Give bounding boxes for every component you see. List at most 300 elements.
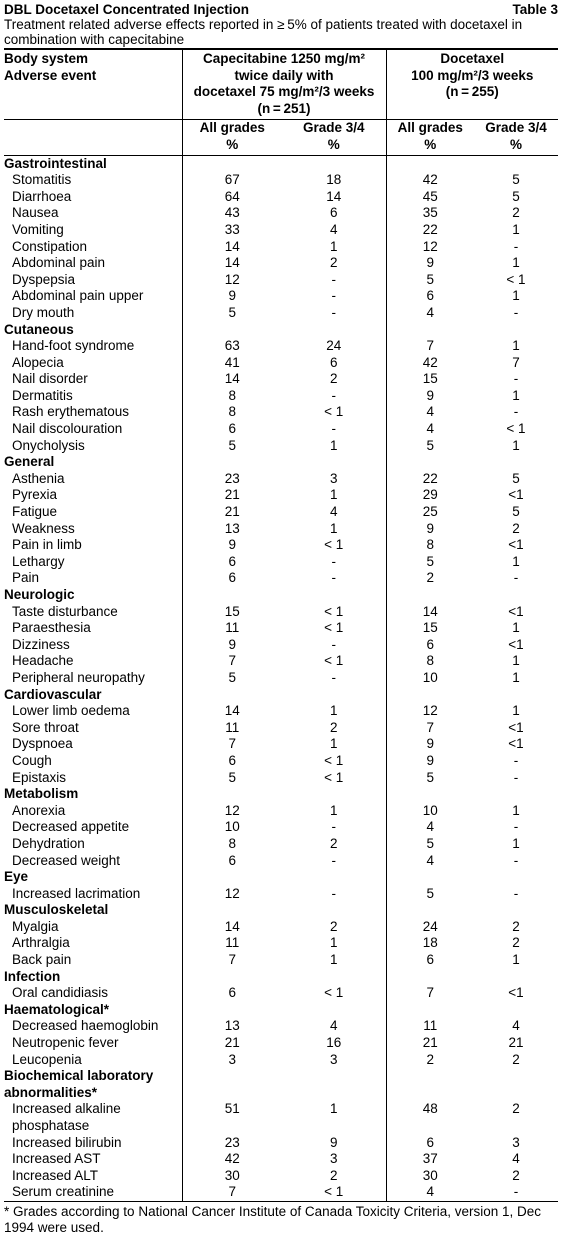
value-cell: < 1 <box>324 752 344 768</box>
event-label: Peripheral neuropathy <box>12 669 145 685</box>
value-cell: < 1 <box>324 404 344 420</box>
event-label: Headache <box>12 653 74 669</box>
value-cell: 4 <box>512 1018 520 1034</box>
event-label: Myalgia <box>12 918 59 934</box>
value-cell: 10 <box>386 803 474 820</box>
table-row <box>4 222 558 239</box>
table-row <box>4 554 558 571</box>
event-label: Cough <box>12 752 52 768</box>
docetaxel-line2: 100 mg/m²/3 weeks <box>411 67 534 83</box>
value-cell: 21 <box>508 1035 524 1051</box>
value-cell: 6 <box>386 288 474 305</box>
value-cell: 7 <box>386 985 474 1002</box>
table-row <box>4 1018 558 1035</box>
value-cell: 1 <box>512 221 520 237</box>
table-row <box>4 720 558 737</box>
group-label: Infection <box>4 968 61 984</box>
value-cell: <1 <box>508 719 524 735</box>
value-cell: 18 <box>386 935 474 952</box>
value-cell: 35 <box>386 205 474 222</box>
table-row <box>4 1118 558 1135</box>
event-label: Pain <box>12 570 40 586</box>
event-label: Dizziness <box>12 636 70 652</box>
value-cell: <1 <box>508 985 524 1001</box>
table-row <box>4 272 558 289</box>
combination-line4: (n = 251) <box>257 100 311 116</box>
value-cell: < 1 <box>506 271 526 287</box>
value-cell: - <box>331 852 336 868</box>
header-grade34-2: Grade 3/4 % <box>474 120 558 155</box>
value-cell: 23 <box>182 471 282 488</box>
event-label: Back pain <box>12 952 72 968</box>
value-cell: <1 <box>508 603 524 619</box>
table-row <box>4 338 558 355</box>
table-row <box>4 255 558 272</box>
value-cell: 1 <box>512 553 520 569</box>
header-adverse-event-label: Adverse event <box>4 67 97 83</box>
value-cell: 1 <box>512 835 520 851</box>
value-cell: <1 <box>508 487 524 503</box>
value-cell: 5 <box>512 172 520 188</box>
value-cell: 1 <box>512 653 520 669</box>
value-cell: 37 <box>386 1151 474 1168</box>
value-cell: 16 <box>326 1035 342 1051</box>
value-cell: 9 <box>386 388 474 405</box>
value-cell: < 1 <box>324 653 344 669</box>
value-cell: 42 <box>386 172 474 189</box>
value-cell: 1 <box>512 255 520 271</box>
value-cell: 21 <box>182 487 282 504</box>
value-cell: < 1 <box>506 421 526 437</box>
adverse-events-table <box>4 48 558 1202</box>
value-cell: 45 <box>386 189 474 206</box>
table-row <box>4 421 558 438</box>
value-cell: 7 <box>182 736 282 753</box>
event-label: Anorexia <box>12 802 66 818</box>
event-label: Decreased weight <box>12 852 121 868</box>
event-label: Increased alkaline <box>12 1101 121 1117</box>
docetaxel-line3: (n = 255) <box>445 84 499 100</box>
table-caption: Treatment related adverse effects reported in ≥ 5% of patients treated with docetaxel in combination with capecitabine <box>4 17 523 47</box>
value-cell: 67 <box>182 172 282 189</box>
value-cell: 6 <box>182 985 282 1002</box>
table-row <box>4 355 558 372</box>
group-row <box>4 786 558 803</box>
value-cell: - <box>513 819 519 835</box>
value-cell: 14 <box>326 188 342 204</box>
group-label: Biochemical laboratory <box>4 1068 154 1084</box>
event-label: Hand-foot syndrome <box>12 338 135 354</box>
value-cell: 21 <box>182 1035 282 1052</box>
table-row <box>4 239 558 256</box>
value-cell: 2 <box>329 255 338 271</box>
value-cell: 1 <box>512 952 520 968</box>
event-label: Asthenia <box>12 470 65 486</box>
group-row <box>4 902 558 919</box>
table-row <box>4 172 558 189</box>
event-label: Vomiting <box>12 221 64 237</box>
value-cell: 1 <box>329 952 338 968</box>
value-cell: 1 <box>512 437 520 453</box>
value-cell: 2 <box>386 570 474 587</box>
event-label: Increased bilirubin <box>12 1134 122 1150</box>
event-label: Stomatitis <box>12 172 72 188</box>
value-cell: - <box>331 885 336 901</box>
value-cell: 21 <box>386 1035 474 1052</box>
group-label: Gastrointestinal <box>4 155 107 171</box>
value-cell: - <box>331 570 336 586</box>
group-row <box>4 969 558 986</box>
table-row <box>4 985 558 1002</box>
event-label: Neutropenic fever <box>12 1035 119 1051</box>
value-cell: 3 <box>329 1051 338 1067</box>
table-row <box>4 919 558 936</box>
event-label: Alopecia <box>12 354 64 370</box>
value-cell: 22 <box>386 471 474 488</box>
group-row <box>4 1002 558 1019</box>
value-cell: - <box>474 1184 558 1201</box>
event-label: Dehydration <box>12 835 85 851</box>
event-label: Pain in limb <box>12 537 82 553</box>
value-cell: 4 <box>386 853 474 870</box>
combination-line1: Capecitabine 1250 mg/m² <box>202 51 366 66</box>
table-row <box>4 1101 558 1118</box>
group-label: Eye <box>4 869 29 885</box>
event-label: Decreased appetite <box>12 819 130 835</box>
group-row <box>4 454 558 471</box>
value-cell: <1 <box>508 736 524 752</box>
event-label: Lower limb oedema <box>12 703 130 719</box>
event-label: Paraesthesia <box>12 620 91 636</box>
event-label: Decreased haemoglobin <box>12 1018 159 1034</box>
value-cell: 30 <box>182 1168 282 1185</box>
value-cell: 1 <box>512 387 520 403</box>
value-cell: 5 <box>386 886 474 903</box>
value-cell: - <box>513 404 519 420</box>
header-row-groups <box>4 49 558 120</box>
value-cell: 2 <box>329 1167 338 1183</box>
event-label: Nail disorder <box>12 371 88 387</box>
value-cell: - <box>331 553 336 569</box>
value-cell: - <box>331 636 336 652</box>
value-cell: 23 <box>182 1135 282 1152</box>
value-cell: 11 <box>182 620 282 637</box>
value-cell: 6 <box>386 952 474 969</box>
value-cell: 2 <box>512 1101 520 1117</box>
table-row <box>4 438 558 455</box>
event-label: Weakness <box>12 520 75 536</box>
event-label: Leucopenia <box>12 1051 82 1067</box>
event-label: Taste disturbance <box>12 603 118 619</box>
value-cell: 24 <box>326 338 342 354</box>
value-cell: 14 <box>182 255 282 272</box>
value-cell: - <box>513 885 519 901</box>
event-label: Diarrhoea <box>12 188 72 204</box>
value-cell: 7 <box>182 1184 282 1201</box>
table-row <box>4 404 558 421</box>
value-cell: 7 <box>512 354 520 370</box>
value-cell <box>474 1118 558 1135</box>
value-cell: 4 <box>386 819 474 836</box>
event-label: Nail discolouration <box>12 421 123 437</box>
value-cell: 3 <box>329 470 338 486</box>
group-row <box>4 1068 558 1085</box>
value-cell: 1 <box>329 935 338 951</box>
table-row <box>4 670 558 687</box>
group-label: Cutaneous <box>4 321 74 337</box>
group-label: Metabolism <box>4 786 79 802</box>
value-cell: 1 <box>512 669 520 685</box>
event-label: Nausea <box>12 205 59 221</box>
value-cell: 21 <box>182 504 282 521</box>
value-cell: < 1 <box>282 1184 386 1201</box>
value-cell: 6 <box>329 354 338 370</box>
value-cell: 5 <box>182 438 282 455</box>
value-cell: 14 <box>182 919 282 936</box>
value-cell: 8 <box>182 388 282 405</box>
table-row <box>4 487 558 504</box>
event-label: Arthralgia <box>12 935 70 951</box>
table-row <box>4 604 558 621</box>
value-cell: 2 <box>329 371 338 387</box>
value-cell: 30 <box>386 1168 474 1185</box>
doc-title: DBL Docetaxel Concentrated Injection <box>4 2 250 17</box>
header-group-combination <box>182 49 386 120</box>
value-cell: - <box>513 769 519 785</box>
value-cell: 11 <box>386 1018 474 1035</box>
table-row <box>4 504 558 521</box>
value-cell: 12 <box>182 272 282 289</box>
table-row <box>4 1135 558 1152</box>
value-cell: 7 <box>386 720 474 737</box>
table-row <box>4 537 558 554</box>
value-cell: 5 <box>386 554 474 571</box>
value-cell: - <box>331 421 336 437</box>
footnote: * Grades according to National Cancer Institute of Canada Toxicity Criteria, version 1, Dec 1994 were used. <box>4 1203 542 1235</box>
value-cell: < 1 <box>324 537 344 553</box>
value-cell: 7 <box>182 952 282 969</box>
event-label: Increased AST <box>12 1151 101 1167</box>
value-cell: 1 <box>329 703 338 719</box>
value-cell: 4 <box>329 504 338 520</box>
value-cell <box>386 1118 474 1135</box>
value-cell: 18 <box>326 172 342 188</box>
value-cell: 13 <box>182 1018 282 1035</box>
value-cell: 15 <box>182 604 282 621</box>
value-cell <box>282 1118 386 1135</box>
value-cell: 4 <box>329 1018 338 1034</box>
value-cell: 9 <box>329 1134 338 1150</box>
value-cell: 15 <box>386 371 474 388</box>
value-cell: 6 <box>182 421 282 438</box>
table-row <box>4 653 558 670</box>
group-row <box>4 1085 558 1102</box>
value-cell: 41 <box>182 355 282 372</box>
value-cell: 1 <box>329 437 338 453</box>
event-label: Sore throat <box>12 719 79 735</box>
value-cell: 42 <box>182 1151 282 1168</box>
group-row <box>4 155 558 172</box>
value-cell: 24 <box>386 919 474 936</box>
event-label: Abdominal pain upper <box>12 288 144 304</box>
value-cell: 3 <box>512 1134 520 1150</box>
value-cell: 4 <box>386 1184 474 1201</box>
value-cell: 10 <box>182 819 282 836</box>
event-label: Dyspepsia <box>12 271 76 287</box>
value-cell: - <box>513 852 519 868</box>
value-cell: 12 <box>386 703 474 720</box>
value-cell <box>182 1118 282 1135</box>
value-cell: 9 <box>182 288 282 305</box>
value-cell: 5 <box>386 836 474 853</box>
value-cell: 6 <box>182 554 282 571</box>
value-cell: 1 <box>329 238 338 254</box>
event-label: Dry mouth <box>12 304 75 320</box>
value-cell: 33 <box>182 222 282 239</box>
value-cell: 4 <box>329 221 338 237</box>
value-cell: 12 <box>182 803 282 820</box>
table-row <box>4 288 558 305</box>
value-cell: 1 <box>512 338 520 354</box>
value-cell: 5 <box>182 770 282 787</box>
value-cell: 1 <box>329 1101 338 1117</box>
group-label: abnormalities* <box>4 1084 98 1100</box>
event-label: Constipation <box>12 238 88 254</box>
value-cell: - <box>331 288 336 304</box>
value-cell: 48 <box>386 1101 474 1118</box>
value-cell: - <box>513 304 519 320</box>
value-cell: 63 <box>182 338 282 355</box>
value-cell: 2 <box>512 935 520 951</box>
value-cell: 64 <box>182 189 282 206</box>
value-cell: 5 <box>512 504 520 520</box>
table-row <box>4 836 558 853</box>
value-cell: 10 <box>386 670 474 687</box>
value-cell: 25 <box>386 504 474 521</box>
value-cell: 6 <box>386 637 474 654</box>
table-row <box>4 819 558 836</box>
value-cell: 9 <box>386 753 474 770</box>
value-cell: 2 <box>386 1052 474 1069</box>
table-row <box>4 1151 558 1168</box>
value-cell: 29 <box>386 487 474 504</box>
value-cell: 11 <box>182 935 282 952</box>
value-cell: 9 <box>182 637 282 654</box>
value-cell: 5 <box>386 770 474 787</box>
value-cell: 1 <box>512 802 520 818</box>
table-row <box>4 1035 558 1052</box>
value-cell: 14 <box>182 239 282 256</box>
event-label: Rash erythematous <box>12 404 130 420</box>
value-cell: 2 <box>329 719 338 735</box>
value-cell: 1 <box>329 802 338 818</box>
table-row <box>4 471 558 488</box>
value-cell: - <box>513 371 519 387</box>
table-row <box>4 521 558 538</box>
value-cell: 1 <box>329 487 338 503</box>
header-all-grades-1: All grades % <box>182 120 282 155</box>
value-cell: < 1 <box>324 769 344 785</box>
value-cell: 6 <box>386 1135 474 1152</box>
value-cell: 14 <box>182 703 282 720</box>
value-cell: 4 <box>386 305 474 322</box>
table-row <box>4 886 558 903</box>
event-label: Increased lacrimation <box>12 885 141 901</box>
group-label: Cardiovascular <box>4 686 102 702</box>
value-cell: 11 <box>182 720 282 737</box>
header-row-grades <box>4 120 558 155</box>
value-cell: 8 <box>386 653 474 670</box>
group-label: Musculoskeletal <box>4 902 109 918</box>
group-label: Haematological* <box>4 1001 110 1017</box>
value-cell: 5 <box>512 470 520 486</box>
value-cell: - <box>513 752 519 768</box>
value-cell: 5 <box>386 438 474 455</box>
value-cell: 3 <box>182 1052 282 1069</box>
value-cell: 2 <box>512 1051 520 1067</box>
table-row <box>4 736 558 753</box>
event-label: Pyrexia <box>12 487 58 503</box>
table-body <box>4 155 558 1201</box>
value-cell: 12 <box>386 239 474 256</box>
group-label: General <box>4 454 55 470</box>
event-label: Onycholysis <box>12 437 85 453</box>
group-row <box>4 322 558 339</box>
value-cell: 14 <box>386 604 474 621</box>
event-label: Dyspnoea <box>12 736 73 752</box>
value-cell: 42 <box>386 355 474 372</box>
event-label: Lethargy <box>12 553 65 569</box>
value-cell: 5 <box>386 272 474 289</box>
value-cell: 4 <box>386 421 474 438</box>
value-cell: 9 <box>386 521 474 538</box>
value-cell: 1 <box>329 736 338 752</box>
table-row <box>4 1184 558 1201</box>
table-row <box>4 935 558 952</box>
group-label: Neurologic <box>4 587 75 602</box>
value-cell: 1 <box>329 520 338 536</box>
table-row <box>4 637 558 654</box>
value-cell: 8 <box>182 404 282 421</box>
value-cell: - <box>331 304 336 320</box>
table-row <box>4 803 558 820</box>
event-label: Abdominal pain <box>12 255 106 271</box>
value-cell: < 1 <box>324 985 344 1001</box>
header-all-grades-2: All grades % <box>386 120 474 155</box>
value-cell: 4 <box>386 404 474 421</box>
value-cell: 9 <box>386 255 474 272</box>
value-cell: 12 <box>182 886 282 903</box>
table-row <box>4 371 558 388</box>
value-cell: - <box>513 238 519 254</box>
header-group-docetaxel <box>386 49 558 120</box>
value-cell: 2 <box>512 520 520 536</box>
table-label: Table 3 <box>512 2 558 17</box>
event-label: Oral candidiasis <box>12 985 109 1001</box>
value-cell: - <box>331 387 336 403</box>
value-cell: 5 <box>182 670 282 687</box>
header-grade34-1: Grade 3/4 % <box>282 120 386 155</box>
value-cell: 2 <box>512 205 520 221</box>
value-cell: 2 <box>329 835 338 851</box>
combination-line2: twice daily with <box>234 67 334 83</box>
value-cell: - <box>331 271 336 287</box>
value-cell: - <box>331 819 336 835</box>
value-cell: 6 <box>182 570 282 587</box>
value-cell: - <box>331 669 336 685</box>
group-row <box>4 687 558 704</box>
value-cell: 14 <box>182 371 282 388</box>
